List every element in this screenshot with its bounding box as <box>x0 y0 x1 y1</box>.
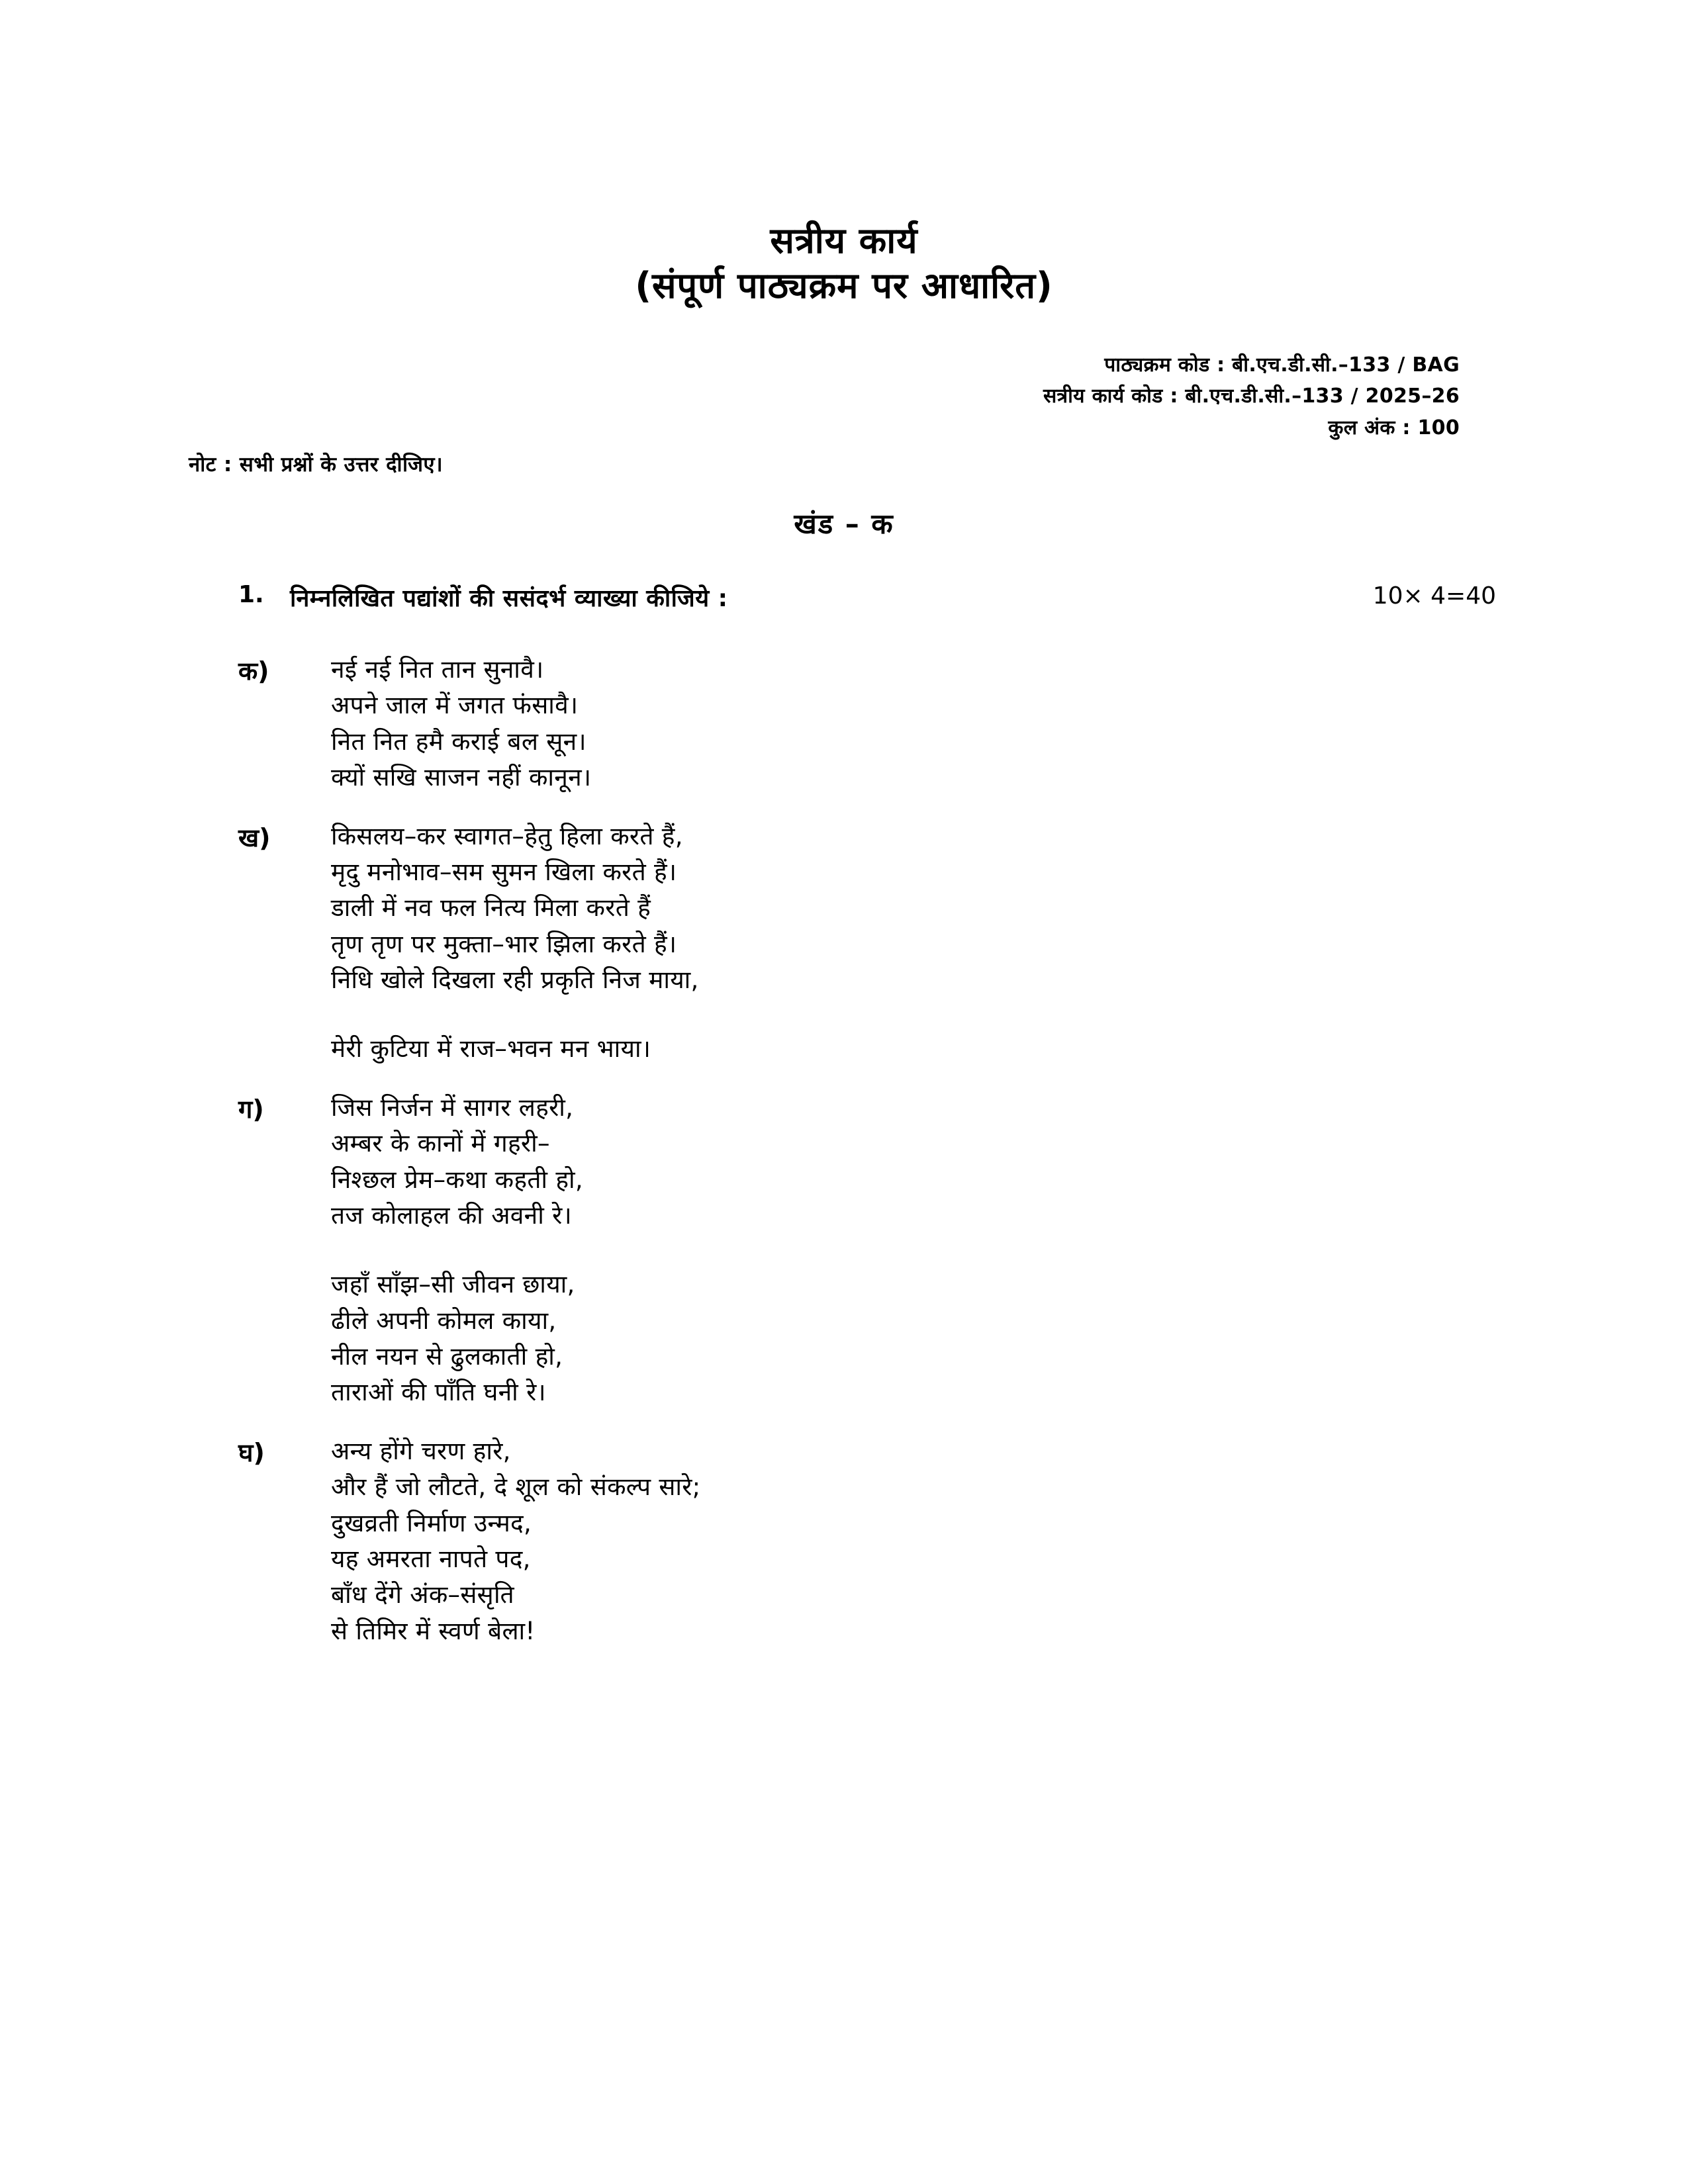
verse-group <box>331 1267 1496 1411</box>
stanza-body <box>331 652 1496 796</box>
verse-line: अपने जाल में जगत फंसावै। <box>331 691 579 720</box>
question-row <box>238 581 1496 614</box>
verse-line: बाँध देंगे अंक–संसृति <box>331 1580 514 1610</box>
title-primary: सत्रीय कार्य <box>770 220 918 261</box>
note-text: नोट : सभी प्रश्नों के उत्तर दीजिए। <box>189 453 444 477</box>
verse-group <box>331 652 1496 796</box>
stanza-label: क) <box>238 657 269 686</box>
verse-line: नई नई नित तान सुनावै। <box>331 655 544 684</box>
verse-line: यह अमरता नापते पद, <box>331 1544 531 1573</box>
verse-line: अन्य होंगे चरण हारे, <box>331 1436 511 1465</box>
verse-line: डाली में नव फल नित्य मिला करते हैं <box>331 893 651 923</box>
verse-line: ढीले अपनी कोमल काया, <box>331 1306 557 1335</box>
verse-line: और हैं जो लौटते, दे शूल को संकल्प सारे; <box>331 1473 701 1502</box>
course-code: पाठ्यक्रम कोड : बी.एच.डी.सी.–133 / BAG <box>1104 353 1460 377</box>
verse-line: मृदु मनोभाव–सम सुमन खिला करते हैं। <box>331 857 677 886</box>
question-marks: 10× 4=40 <box>1372 582 1496 610</box>
stanza-list <box>238 652 1496 1672</box>
stanza-body <box>331 1090 1496 1411</box>
verse-line: नित नित हमै कराई बल सून। <box>331 727 586 756</box>
question-number: 1. <box>238 581 264 608</box>
verse-group <box>331 819 1496 999</box>
verse-line: नील नयन से ढुलकाती हो, <box>331 1342 563 1371</box>
verse-line: किसलय–कर स्वागत–हेतु हिला करते हैं, <box>331 821 683 850</box>
document-title <box>0 218 1688 308</box>
verse-line: जहाँ साँझ–सी जीवन छाया, <box>331 1270 575 1299</box>
stanza <box>238 1090 1496 1411</box>
verse-line: से तिमिर में स्वर्ण बेला! <box>331 1616 536 1645</box>
verse-line: ताराओं की पाँति घनी रे। <box>331 1378 546 1407</box>
section-heading: खंड – क <box>794 508 894 540</box>
verse-line: निधि खोले दिखला रही प्रकृति निज माया, <box>331 966 699 994</box>
stanza-body <box>331 819 1496 1068</box>
stanza <box>238 652 1496 796</box>
verse-line: दुखव्रती निर्माण उन्मद, <box>331 1508 532 1537</box>
assignment-code: सत्रीय कार्य कोड : बी.एच.डी.सी.–133 / 2025–26 <box>1043 385 1460 408</box>
verse-group <box>331 1031 1496 1067</box>
stanza-label: ग) <box>238 1094 264 1124</box>
question-text: निम्नलिखित पद्यांशों की ससंदर्भ व्याख्या कीजिये : <box>290 585 728 612</box>
verse-line: अम्बर के कानों में गहरी– <box>331 1129 550 1158</box>
verse-line: तज कोलाहल की अवनी रे। <box>331 1201 572 1230</box>
verse-group <box>331 1433 1496 1649</box>
stanza <box>238 1433 1496 1649</box>
stanza <box>238 819 1496 1068</box>
verse-group <box>331 1090 1496 1234</box>
verse-line: मेरी कुटिया में राज–भवन मन भाया। <box>331 1034 651 1064</box>
title-secondary: (संपूर्ण पाठ्यक्रम पर आधारित) <box>635 264 1053 306</box>
code-block <box>1043 349 1460 443</box>
verse-line: तृण तृण पर मुक्ता–भार झिला करते हैं। <box>331 929 677 958</box>
verse-line: जिस निर्जन में सागर लहरी, <box>331 1093 574 1122</box>
total-marks: कुल अंक : 100 <box>1328 416 1460 439</box>
stanza-body <box>331 1433 1496 1649</box>
verse-line: क्यों सखि साजन नहीं कानून। <box>331 763 592 792</box>
stanza-label: ख) <box>238 823 271 852</box>
verse-line: निश्छल प्रेम–कथा कहती हो, <box>331 1165 583 1194</box>
stanza-label: घ) <box>238 1437 265 1467</box>
